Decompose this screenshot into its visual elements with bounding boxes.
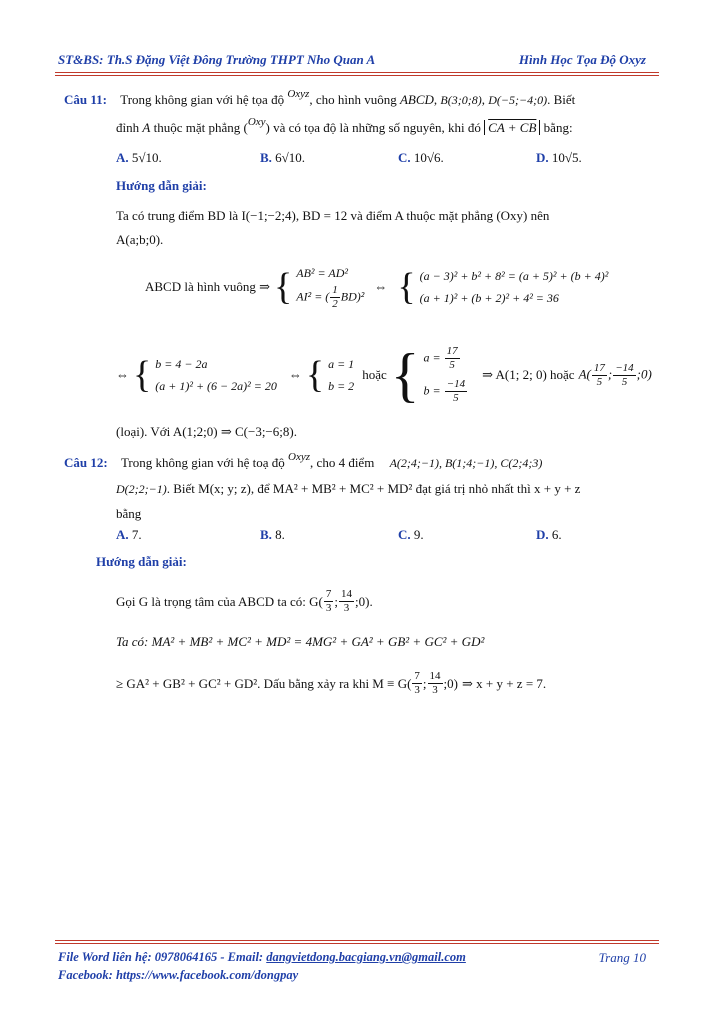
q12-line2	[116, 481, 646, 497]
opt-label: D.	[536, 527, 549, 542]
opt-value: 6.	[551, 527, 562, 542]
q11-option-d[interactable]	[536, 150, 582, 166]
q12-guide-title: Hướng dẫn giải:	[96, 554, 187, 569]
q11-a: A	[142, 120, 151, 135]
q11-sys-b	[420, 265, 609, 309]
q11-oxy: Oxy	[247, 116, 266, 128]
q12-step3: ≥ GA² + GB² + GC² + GD². Dấu bằng xảy ra khi M ≡ G( $\frac{7}{3}$ ; $\frac{14}{3}$ ;0) ⇒ x + y + z = 7.	[116, 670, 547, 696]
footer-contact: File Word liên hệ: 0978064165 - Email:	[58, 950, 267, 964]
q11-point-b: B(3;0;8)	[440, 93, 482, 107]
q11-option-c[interactable]	[398, 150, 444, 166]
q12-points: A(2;4;−1), B(1;4;−1), C(2;4;3)	[389, 456, 543, 470]
q12-step2: Ta có: MA² + MB² + MC² + MD² = 4MG² + GA² + GB² + GC² + GD²	[116, 634, 485, 649]
q11-text3: . Biết	[547, 92, 576, 107]
q11-step2: A(a;b;0).	[116, 232, 164, 247]
opt-label: C.	[398, 150, 411, 165]
opt-label: D.	[536, 150, 549, 165]
opt-value: 5√10.	[131, 150, 162, 165]
opt-label: A.	[116, 527, 129, 542]
q11-system1	[145, 262, 608, 311]
q11-or: hoặc	[362, 367, 387, 382]
q11-sys-a	[296, 262, 364, 311]
q11-line2	[116, 116, 573, 136]
q12-step1: Gọi G là trọng tâm của ABCD ta có: G( $\frac{7}{3}$ ; $\frac{14}{3}$ ;0).	[116, 588, 373, 614]
q11-label: Câu 11:	[64, 92, 107, 107]
footer-rule-2	[55, 943, 659, 944]
q11-square-text: ABCD là hình vuông ⇒	[145, 278, 271, 294]
opt-label: B.	[260, 150, 272, 165]
header-rule-2	[55, 75, 659, 76]
opt-label: A.	[116, 150, 129, 165]
q11-option-a[interactable]	[116, 150, 162, 166]
frac-14-3: $\frac{14}{3}$	[429, 670, 441, 696]
q12-line3: bằng	[116, 506, 142, 521]
q11-system2	[116, 342, 652, 408]
q12-point-d: D(2;2;−1)	[116, 482, 167, 496]
q11-eq2a: AI² = (	[296, 289, 330, 304]
q11-text4b: thuộc mặt phẳng (	[153, 120, 248, 135]
q11-guide-title: Hướng dẫn giải:	[116, 178, 207, 193]
q11-text1: Trong không gian với hệ tọa độ	[120, 92, 285, 107]
q11-conclusion: (loại). Với A(1;2;0) ⇒ C(−3;−6;8).	[116, 424, 297, 439]
opt-value: 8.	[275, 527, 285, 542]
q11-text4d: bằng:	[543, 120, 573, 135]
header-rule	[55, 72, 659, 73]
frac-half: $\frac{1}{2}$	[332, 284, 338, 310]
q12-line1	[64, 451, 543, 471]
page-number: Trang 10	[598, 950, 646, 965]
q11-vector: CA + CB	[488, 120, 537, 135]
q12-s1: Gọi G là trọng tâm của ABCD ta có: G(	[116, 593, 323, 609]
q12-s3-end: ⇒ x + y + z = 7.	[462, 675, 547, 691]
q12-oxyz: Oxyz	[288, 451, 311, 463]
page-header	[58, 52, 646, 68]
q11-sys-e: a = $\frac{17}{5}$ b = $\frac{-14}{5}$	[423, 345, 466, 404]
frac-17-5: $\frac{17}{5}$	[446, 345, 458, 371]
opt-value: 7.	[131, 527, 142, 542]
q11-text2: , cho hình vuông	[309, 92, 397, 107]
footer-rule	[55, 940, 659, 941]
q11-text4a: đỉnh	[116, 120, 140, 135]
left-brace: {	[133, 354, 152, 396]
frac-14-3: $\frac{14}{3}$	[341, 588, 353, 614]
q11-alt-point: A( $\frac{17}{5}$ ; $\frac{-14}{5}$ ;0)	[578, 361, 652, 388]
q11-eq6: (a + 1)² + (6 − 2a)² = 20	[155, 379, 277, 393]
q11-eq7: a = 1	[328, 357, 355, 371]
q12-option-d[interactable]	[536, 527, 562, 543]
opt-label: C.	[398, 527, 411, 542]
q11-vector-norm	[484, 120, 540, 135]
q11-step1: Ta có trung điểm BD là I(−1;−2;4), BD = 12 và điểm A thuộc mặt phẳng (Oxy) nên	[116, 208, 550, 223]
opt-value: 6√10.	[275, 150, 306, 165]
q11-option-b[interactable]	[260, 150, 305, 166]
q12-text1: Trong không gian với hệ toạ độ	[120, 455, 285, 470]
frac-neg14-5: $\frac{-14}{5}$	[446, 378, 466, 404]
header-left: ST&BS: Th.S Đặng Việt Đông Trường THPT Nho Quan A	[58, 52, 376, 67]
q11-eq1: AB² = AD²	[296, 266, 348, 280]
q11-line1: Câu 11: Trong không gian với hệ tọa độ $^{Oxyz}$, cho hình vuông ABCD, B(3;0;8), D(−5;−4;0). Biết	[64, 88, 576, 107]
q12-text3: . Biết M(x; y; z), để MA² + MB² + MC² + MD² đạt giá trị nhỏ nhất thì x + y + z	[166, 481, 581, 496]
q12-text2: , cho 4 điểm	[310, 455, 375, 470]
q11-point-d: D(−5;−4;0)	[488, 93, 548, 107]
equiv-symbol: ⇔	[374, 278, 388, 294]
left-brace: {	[397, 265, 416, 308]
opt-label: B.	[260, 527, 272, 542]
q11-eq5: b = 4 − 2a	[155, 357, 208, 371]
q11-abcd: ABCD	[399, 92, 434, 107]
opt-value: 10√6.	[413, 150, 444, 165]
q11-text4c: ) và có tọa độ là những số nguyên, khi đó	[265, 120, 481, 135]
q11-result: ⇒ A(1; 2; 0) hoặc	[482, 367, 575, 382]
q12-option-c[interactable]	[398, 527, 424, 543]
email-link[interactable]: dangvietdong.bacgiang.vn@gmail.com	[266, 950, 466, 964]
equiv-symbol: ⇔	[116, 367, 129, 382]
q11-oxyz: Oxyz	[287, 88, 310, 100]
opt-value: 9.	[413, 527, 424, 542]
frac-7-3: $\frac{7}{3}$	[325, 588, 332, 614]
q11-eq4: (a + 1)² + (b + 2)² + 4² = 36	[419, 290, 559, 305]
q11-eq8: b = 2	[328, 379, 355, 393]
footer-line1	[58, 950, 466, 965]
q12-s3: ≥ GA² + GB² + GC² + GD². Dấu bằng xảy ra khi M ≡ G(	[116, 675, 412, 691]
opt-value: 10√5.	[551, 150, 582, 165]
equiv-symbol: ⇔	[288, 367, 302, 382]
q11-eq3: (a − 3)² + b² + 8² = (a + 5)² + (b + 4)²	[419, 268, 609, 283]
q11-sys-d	[328, 353, 354, 397]
q12-option-b[interactable]	[260, 527, 285, 543]
footer-facebook[interactable]: Facebook: https://www.facebook.com/dongpay	[58, 968, 299, 982]
left-brace: {	[305, 354, 325, 396]
frac-7-3: $\frac{7}{3}$	[414, 670, 420, 696]
left-brace: {	[390, 342, 420, 408]
q11-eq2b: BD)²	[340, 289, 365, 304]
q12-option-a[interactable]	[116, 527, 142, 543]
q11-sys-c	[155, 353, 277, 397]
left-brace: {	[274, 265, 293, 308]
header-right: Hình Học Tọa Độ Oxyz	[518, 52, 646, 67]
q12-label: Câu 12:	[64, 455, 108, 470]
